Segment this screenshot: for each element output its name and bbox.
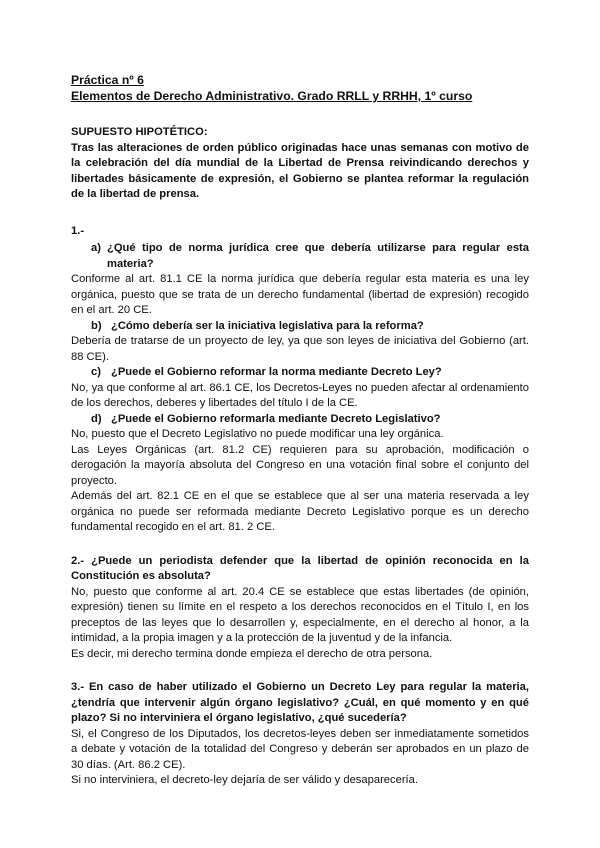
case-label: SUPUESTO HIPOTÉTICO: [71,126,208,138]
case-text: Tras las alteraciones de orden público originadas hace unas semanas con motivo de la celebración del día mundial de la Libertad de Prensa reivindicando derechos y libertades básicamente de expresión, el Gobierno se plantea reformar la regulación de la libertad de prensa. [71,141,529,200]
question-3: 3.- En caso de haber utilizado el Gobierno un Decreto Ley para regular la materia, ¿tendría que intervenir algún órgano legislativo? ¿Cuál, en qué momento y en qué plazo? Si no interviniera el órgano legislativo, ¿qué sucedería? [71,681,529,724]
answer-1a: Conforme al art. 81.1 CE la norma jurídica que debería regular esta materia es una ley orgánica, puesto que se trata de un derecho fundamental (libertad de expresión) recogido en el art. 20 CE. [71,273,529,316]
section-gap [71,662,529,680]
question-1b-text: ¿Cómo debería ser la iniciativa legislativa para la reforma? [111,319,424,332]
question-1c-text: ¿Puede el Gobierno reformar la norma mediante Decreto Ley? [111,366,442,378]
answer-1d-paragraph-3: Además del art. 82.1 CE en el que se establece que al ser una materia reservada a ley orgánica no puede ser reformada mediante Decreto Legislativo porque es un derecho fundamental recogido en el art. 81. 2 CE. [71,490,529,533]
question-1c-letter: c) [91,366,101,378]
question-1a [71,241,529,272]
answer-1d-paragraph-2: Las Leyes Orgánicas (art. 81.2 CE) requieren para su aprobación, modificación o derogación la mayoría absoluta del Congreso en una votación final sobre el conjunto del proyecto. [71,443,529,487]
question-1d-text: ¿Puede el Gobierno reformarla mediante Decreto Legislativo? [111,412,441,425]
answer-1b: Debería de tratarse de un proyecto de ley, ya que son leyes de iniciativa del Gobierno (art. 88 CE). [71,335,529,363]
question-1b [71,319,529,335]
answer-3-paragraph-2: Si no interviniera, el decreto-ley dejaría de ser válido y desaparecería. [71,774,418,786]
question-1b-letter: b) [91,319,102,332]
course-subtitle: Elementos de Derecho Administrativo. Grado RRLL y RRHH, 1º curso [71,89,473,103]
question-1d-letter: d) [91,412,102,425]
document-body [71,72,529,789]
question-1c [71,365,529,381]
answer-1c: No, ya que conforme al art. 86.1 CE, los Decretos-Leyes no pueden afectar al ordenamiento de los derechos, deberes y libertades del título I de la CE. [71,381,529,409]
question-2: 2.- ¿Puede un periodista defender que la libertad de opinión reconocida en la Constitución es absoluta? [71,554,529,582]
question-1a-letter: a) [91,242,101,254]
answer-1d-paragraph-1: No, puesto que el Decreto Legislativo no puede modificar una ley orgánica. [71,428,444,440]
answer-2-paragraph-2: Es decir, mi derecho termina donde empieza el derecho de otra persona. [71,647,433,660]
section-gap [71,536,529,554]
question-1d [71,412,529,428]
section-1-number: 1.- [71,224,85,237]
answer-3-paragraph-1: Si, el Congreso de los Diputados, los decretos-leyes deben ser inmediatamente sometidos a debate y votación de la totalidad del Congreso y deberán ser aprobados en un plazo de 30 días. (Art. 86.2 CE). [71,727,529,771]
answer-2-paragraph-1: No, puesto que conforme al art. 20.4 CE se establece que estas libertades (de opinión, expresión) tienen su límite en el respeto a los derechos reconocidos en el Título I, en los preceptos de las leyes que lo desarrollen y, especialmente, en el derecho al honor, a la intimidad, a la propia imagen y a la protección de la juventud y de la infancia. [71,585,529,644]
question-1a-text: ¿Qué tipo de norma jurídica cree que debería utilizarse para regular esta materia? [107,242,529,270]
practice-title: Práctica nº 6 [71,73,144,87]
